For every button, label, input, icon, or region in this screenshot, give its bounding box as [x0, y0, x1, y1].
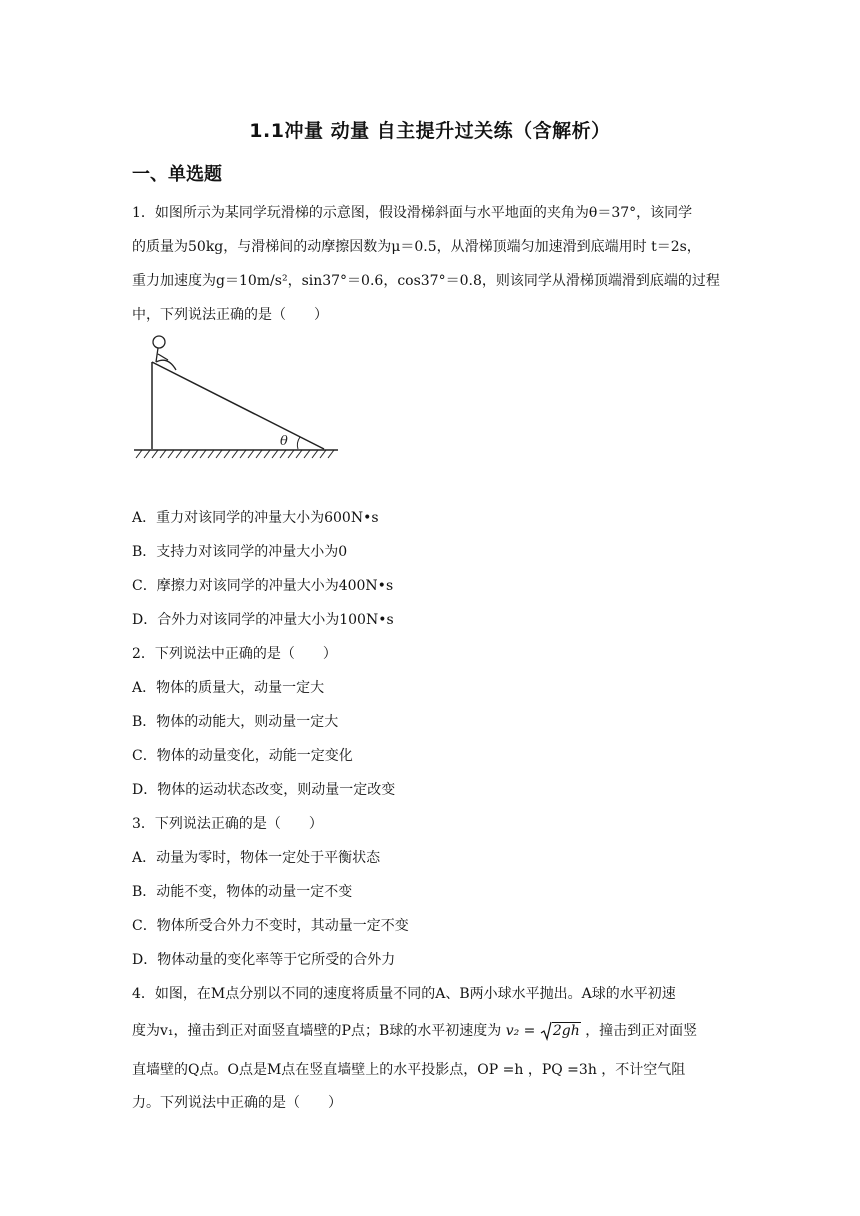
- q1-line-1: 1．如图所示为某同学玩滑梯的示意图，假设滑梯斜面与水平地面的夹角为θ＝37°，该同学: [132, 205, 693, 221]
- q3-option-a: A．动量为零时，物体一定处于平衡状态: [132, 850, 381, 866]
- sqrt-sign-icon: [540, 1021, 552, 1041]
- formula-radicand: 2gh: [552, 1023, 580, 1039]
- q1-option-d: D．合外力对该同学的冲量大小为100N•s: [132, 612, 394, 628]
- q2-option-d: D．物体的运动状态改变，则动量一定改变: [132, 782, 396, 798]
- q1-line-2: 的质量为50kg，与滑梯间的动摩擦因数为μ＝0.5，从滑梯顶端匀加速滑到底端用时 t＝2s，: [132, 239, 701, 255]
- q1-option-b: B．支持力对该同学的冲量大小为0: [132, 544, 348, 560]
- q2-option-c: C．物体的动量变化，动能一定变化: [132, 748, 353, 764]
- q1-line-3: 重力加速度为g＝10m/s²，sin37°＝0.6，cos37°＝0.8，则该同学从滑梯顶端滑到底端的过程: [132, 273, 720, 289]
- q2-option-b: B．物体的动能大，则动量一定大: [132, 714, 339, 730]
- q4-line-2a: 度为v₁，撞击到正对面竖直墙壁的P点；B球的水平初速度为: [132, 1023, 502, 1039]
- q3-option-b: B．动能不变，物体的动量一定不变: [132, 884, 353, 900]
- q4-line-2b: ，撞击到正对面竖: [585, 1023, 698, 1039]
- q4-line-4: 力。下列说法中正确的是（ ）: [132, 1095, 342, 1111]
- q4-line-2: [132, 1020, 697, 1041]
- q1-line-4: 中，下列说法正确的是（ ）: [132, 307, 328, 323]
- page-title: 1.1冲量 动量 自主提升过关练（含解析）: [249, 120, 611, 142]
- q2-option-a: A．物体的质量大，动量一定大: [132, 680, 325, 696]
- q3-option-c: C．物体所受合外力不变时，其动量一定不变: [132, 918, 409, 934]
- q4-line-3: 直墙壁的Q点。O点是M点在竖直墙壁上的水平投影点，OP =h ，PQ =3h ，不计空气阻: [132, 1062, 686, 1078]
- q3-stem: 3．下列说法正确的是（ ）: [132, 816, 323, 832]
- velocity-formula: [506, 1021, 581, 1041]
- q1-option-c: C．摩擦力对该同学的冲量大小为400N•s: [132, 578, 394, 594]
- q1-option-a: A．重力对该同学的冲量大小为600N•s: [132, 510, 379, 526]
- angle-label: θ: [280, 434, 288, 449]
- q4-line-1: 4．如图，在M点分别以不同的速度将质量不同的A、B两小球水平抛出。A球的水平初速: [132, 986, 676, 1002]
- section-heading: 一、单选题: [132, 164, 222, 185]
- formula-lhs: v₂ =: [505, 1023, 536, 1039]
- slide-diagram: [128, 332, 348, 466]
- q2-stem: 2．下列说法中正确的是（ ）: [132, 646, 337, 662]
- q3-option-d: D．物体动量的变化率等于它所受的合外力: [132, 952, 396, 968]
